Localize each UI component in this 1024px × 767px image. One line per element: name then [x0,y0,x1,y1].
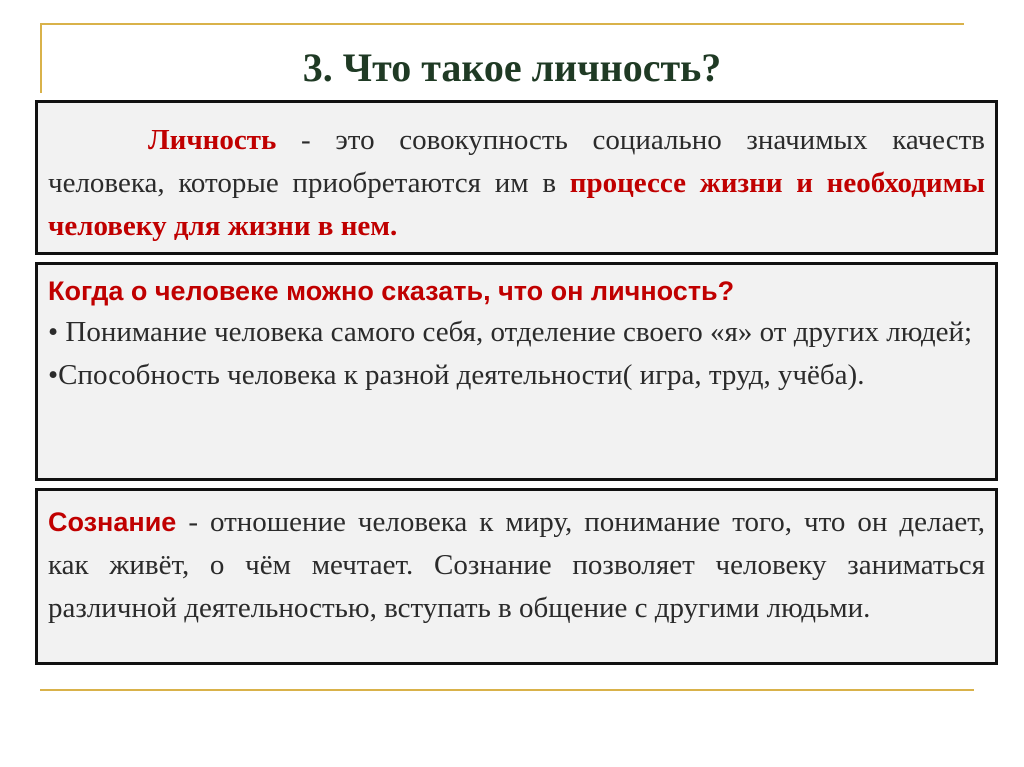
criteria-item: •Способность человека к разной деятельности( игра, труд, учёба). [48,359,865,391]
definition-term: Личность [148,124,277,156]
criteria-item: • Понимание человека самого себя, отделение своего «я» от других людей; [48,316,973,348]
consciousness-term: Сознание [48,507,177,537]
consciousness-box [35,488,998,665]
consciousness-text [48,501,985,630]
gold-divider-top [40,23,964,25]
definition-box [35,100,998,255]
definition-text [48,119,985,248]
definition-highlight: процессе жизни и необходимы человеку для жизни в нем. [48,167,985,242]
consciousness-body: - отношение человека к миру, понимание того, что он делает, как живёт, о чём мечтает. Сознание позволяет человеку заниматься различной деятельностью, вступать в общение с другими людьми. [48,506,985,624]
criteria-heading: Когда о человеке можно сказать, что он личность? [48,276,735,306]
gold-divider-bottom [40,689,974,691]
definition-body: - это совокупность социально значимых качеств человека, которые приобретаются им в [48,124,985,199]
slide-title: 3. Что такое личность? [302,45,722,90]
criteria-box [35,262,998,481]
